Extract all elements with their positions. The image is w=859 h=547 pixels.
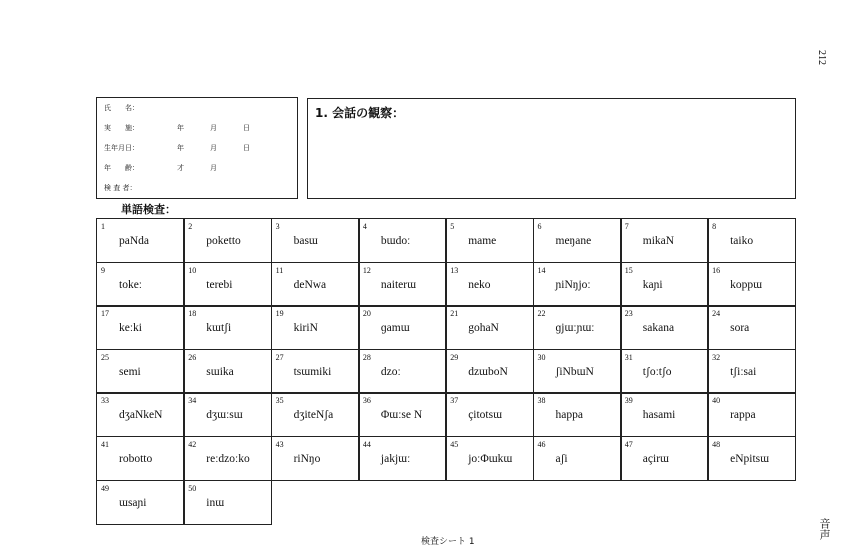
word-number: 11 xyxy=(275,265,284,275)
word-transcription: mame xyxy=(468,235,497,247)
word-transcription: semi xyxy=(119,365,141,378)
word-number: 41 xyxy=(101,440,109,449)
word-transcription: dʒiteNʃa xyxy=(293,409,334,422)
conversation-observation-title: 1. 会話の観察： xyxy=(315,106,405,120)
word-cell xyxy=(707,305,796,350)
subject-info-box xyxy=(96,97,298,199)
word-transcription: koppɯ xyxy=(730,278,763,291)
exam-day-label: 日 xyxy=(243,124,250,132)
word-transcription: ɯsaɲi xyxy=(119,496,147,509)
word-cell xyxy=(271,305,360,350)
word-number: 14 xyxy=(537,265,546,275)
page-number: 212 xyxy=(816,50,827,65)
word-number: 48 xyxy=(712,440,721,449)
word-number: 36 xyxy=(362,396,371,406)
word-cell xyxy=(96,218,185,263)
word-number: 40 xyxy=(712,396,721,406)
word-cell xyxy=(96,480,185,525)
birth-month-label: 月 xyxy=(210,144,217,152)
word-cell xyxy=(271,349,360,394)
word-cell xyxy=(445,305,534,350)
word-transcription: Φɯːse N xyxy=(380,409,423,422)
word-transcription: reːdzoːko xyxy=(206,453,250,465)
sheet-footer: 検査シート 1 xyxy=(421,537,475,547)
word-cell xyxy=(620,436,709,481)
word-number: 38 xyxy=(537,396,546,406)
exam-year-label: 年 xyxy=(177,124,184,132)
word-transcription: basɯ xyxy=(293,235,318,247)
word-test-grid xyxy=(96,218,795,524)
word-number: 4 xyxy=(362,222,367,231)
word-cell xyxy=(183,262,272,307)
word-cell xyxy=(358,262,447,307)
word-cell xyxy=(620,392,709,437)
word-number: 22 xyxy=(537,309,546,319)
word-transcription: tʃoːtʃo xyxy=(642,365,672,378)
word-transcription: deNwa xyxy=(293,278,327,291)
word-cell xyxy=(358,218,447,263)
word-cell xyxy=(358,349,447,394)
word-transcription: açirɯ xyxy=(642,453,669,465)
word-cell xyxy=(707,262,796,307)
word-number: 7 xyxy=(624,222,629,231)
word-transcription: ɡjɯːɲɯː xyxy=(555,322,595,335)
word-number: 9 xyxy=(101,265,105,275)
age-years-label: 才 xyxy=(177,164,184,172)
word-number: 1 xyxy=(101,222,105,231)
word-transcription: dʒaNkeN xyxy=(119,409,163,422)
word-cell xyxy=(533,218,622,263)
word-cell xyxy=(533,349,622,394)
word-number: 46 xyxy=(537,440,546,449)
word-transcription: paNda xyxy=(119,235,150,247)
word-number: 26 xyxy=(188,352,197,362)
word-transcription: ɲiNŋjoː xyxy=(555,278,591,291)
word-number: 12 xyxy=(362,265,371,275)
word-transcription: sora xyxy=(730,322,750,335)
word-cell xyxy=(533,262,622,307)
word-transcription: meŋane xyxy=(555,235,592,247)
word-transcription: mikaN xyxy=(642,235,675,247)
word-cell xyxy=(358,436,447,481)
word-number: 35 xyxy=(275,396,284,406)
word-number: 24 xyxy=(712,309,721,319)
word-number: 32 xyxy=(712,352,721,362)
exam-date-label: 実 施： xyxy=(104,124,139,132)
word-number: 29 xyxy=(450,352,459,362)
word-cell xyxy=(707,349,796,394)
word-transcription: neko xyxy=(468,278,491,291)
word-cell xyxy=(96,349,185,394)
word-cell xyxy=(445,436,534,481)
word-cell xyxy=(620,218,709,263)
word-transcription: taiko xyxy=(730,235,754,247)
name-label: 氏 名： xyxy=(104,104,139,112)
birthdate-label: 生年月日： xyxy=(104,144,139,152)
word-cell xyxy=(271,262,360,307)
word-number: 6 xyxy=(537,222,542,231)
word-cell xyxy=(271,436,360,481)
word-cell xyxy=(533,392,622,437)
word-cell xyxy=(620,349,709,394)
exam-month-label: 月 xyxy=(210,124,217,132)
word-cell xyxy=(445,262,534,307)
word-cell xyxy=(620,262,709,307)
word-cell xyxy=(183,392,272,437)
word-number: 45 xyxy=(450,440,459,449)
word-number: 21 xyxy=(450,309,459,319)
word-cell xyxy=(358,392,447,437)
word-number: 10 xyxy=(188,265,197,275)
word-transcription: naiterɯ xyxy=(380,278,417,291)
word-cell xyxy=(96,392,185,437)
word-transcription: sakana xyxy=(642,322,675,335)
word-cell xyxy=(183,436,272,481)
word-number: 17 xyxy=(101,309,109,319)
word-number: 27 xyxy=(275,352,284,362)
word-number: 47 xyxy=(624,440,633,449)
word-cell xyxy=(183,305,272,350)
word-test-heading: 単語検査： xyxy=(121,203,176,216)
word-transcription: rappa xyxy=(730,409,756,422)
word-number: 8 xyxy=(712,222,717,231)
word-transcription: bɯdoː xyxy=(380,235,411,247)
word-number: 19 xyxy=(275,309,284,319)
word-transcription: robotto xyxy=(119,453,153,465)
word-number: 42 xyxy=(188,440,197,449)
word-number: 18 xyxy=(188,309,197,319)
word-number: 28 xyxy=(362,352,371,362)
word-cell xyxy=(96,436,185,481)
word-cell xyxy=(358,305,447,350)
word-transcription: gohaN xyxy=(468,322,499,335)
word-transcription: ʃiNbɯN xyxy=(555,365,594,378)
word-number: 16 xyxy=(712,265,721,275)
word-cell xyxy=(445,218,534,263)
word-number: 20 xyxy=(362,309,371,319)
word-cell xyxy=(183,218,272,263)
word-transcription: aʃi xyxy=(555,453,568,465)
word-number: 33 xyxy=(101,396,109,406)
word-transcription: dzɯboN xyxy=(468,365,508,378)
word-cell xyxy=(620,305,709,350)
word-number: 3 xyxy=(275,222,280,231)
word-transcription: dzoː xyxy=(380,365,401,378)
word-number: 30 xyxy=(537,352,546,362)
word-transcription: dʒɯːsɯ xyxy=(206,409,243,422)
word-cell xyxy=(271,218,360,263)
word-cell xyxy=(707,392,796,437)
word-number: 2 xyxy=(188,222,193,231)
word-number: 37 xyxy=(450,396,459,406)
word-cell xyxy=(96,262,185,307)
word-transcription: sɯika xyxy=(206,365,234,378)
word-transcription: kaɲi xyxy=(642,278,663,291)
word-transcription: inɯ xyxy=(206,496,225,509)
word-transcription: hasami xyxy=(642,409,676,422)
word-cell xyxy=(271,392,360,437)
word-transcription: tsɯmiki xyxy=(293,365,332,378)
word-transcription: tokeː xyxy=(119,278,142,291)
word-cell xyxy=(707,436,796,481)
conversation-observation-box xyxy=(307,98,796,199)
word-number: 43 xyxy=(275,440,284,449)
birth-day-label: 日 xyxy=(243,144,250,152)
word-number: 25 xyxy=(101,352,109,362)
word-cell xyxy=(183,480,272,525)
word-number: 13 xyxy=(450,265,459,275)
word-cell xyxy=(533,436,622,481)
word-transcription: kiriN xyxy=(293,322,318,335)
word-number: 34 xyxy=(188,396,197,406)
age-months-label: 月 xyxy=(210,164,217,172)
word-cell xyxy=(96,305,185,350)
word-number: 23 xyxy=(624,309,633,319)
word-transcription: keːki xyxy=(119,322,142,335)
word-transcription: joːΦɯkɯ xyxy=(468,453,513,465)
word-transcription: kɯtʃi xyxy=(206,322,232,335)
word-transcription: poketto xyxy=(206,235,241,247)
word-cell xyxy=(533,305,622,350)
word-cell xyxy=(707,218,796,263)
word-transcription: eNpitsɯ xyxy=(730,453,770,465)
word-transcription: terebi xyxy=(206,278,233,291)
word-number: 31 xyxy=(624,352,633,362)
word-number: 15 xyxy=(624,265,633,275)
age-label: 年 齢： xyxy=(104,164,139,172)
word-transcription: tʃiːsai xyxy=(730,365,757,378)
word-cell xyxy=(445,349,534,394)
word-transcription: çitotsɯ xyxy=(468,409,503,422)
word-transcription: riNŋo xyxy=(293,453,321,465)
word-transcription: ɡamɯ xyxy=(380,322,410,335)
word-number: 50 xyxy=(188,483,197,493)
word-number: 49 xyxy=(101,483,109,493)
word-number: 5 xyxy=(450,222,455,231)
birth-year-label: 年 xyxy=(177,144,184,152)
word-transcription: jakjɯː xyxy=(380,453,411,465)
word-cell xyxy=(445,392,534,437)
word-transcription: happa xyxy=(555,409,583,422)
word-number: 44 xyxy=(362,440,371,449)
examiner-label: 検 査 者： xyxy=(104,184,137,192)
word-cell xyxy=(183,349,272,394)
running-head: 音声 xyxy=(818,518,831,540)
word-number: 39 xyxy=(624,396,633,406)
